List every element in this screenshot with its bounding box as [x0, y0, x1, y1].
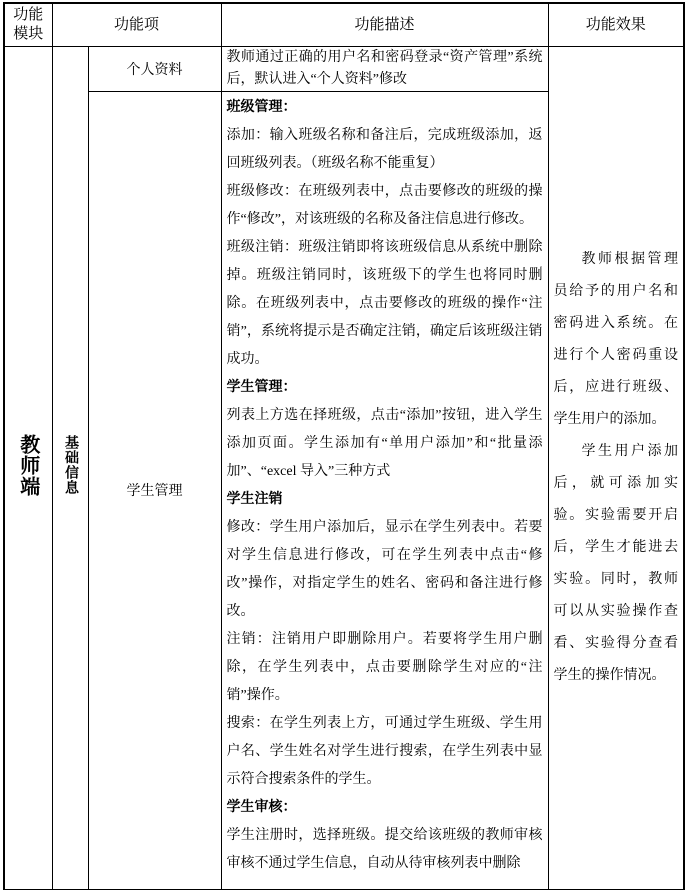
header-item-label: 功能项 — [114, 16, 160, 33]
description-paragraph: 学生注销 — [226, 492, 283, 507]
description-paragraph: 学生审核： — [226, 800, 297, 815]
header-row — [4, 3, 684, 47]
cell-description-student-management — [221, 92, 548, 890]
item-student-management-label: 学生管理 — [126, 484, 183, 500]
description-paragraph: 列表上方选在择班级，点击“添加”按钮，进入学生添加页面。学生添加有“单用户添加”和“批量添加”、“excel 导入”三种方式 — [226, 408, 543, 479]
spec-table — [3, 2, 685, 890]
description-paragraph: 班级管理： — [226, 100, 297, 115]
module-teacher-label: 教师端 — [16, 433, 39, 497]
cell-group-basic-info — [52, 47, 88, 890]
description-paragraph: 搜索：在学生列表上方，可通过学生班级、学生用户名、学生姓名对学生进行搜索，在学生列表中显示符合搜索条件的学生。 — [226, 716, 543, 787]
description-paragraph: 学生注册时，选择班级。提交给该班级的教师审核审核不通过学生信息，自动从待审核列表中删除 — [226, 828, 543, 871]
header-cell-effect — [548, 3, 684, 47]
header-cell-module — [4, 3, 52, 47]
cell-module-teacher — [4, 47, 52, 890]
header-description-label: 功能描述 — [354, 16, 415, 33]
description-personal-profile-text: 教师通过正确的用户名和密码登录“资产管理”系统后，默认进入“个人资料”修改 — [226, 50, 543, 87]
description-paragraph: 注销：注销用户即删除用户。若要将学生用户删除，在学生列表中，点击要删除学生对应的“注销”操作。 — [226, 632, 543, 703]
row-personal-profile — [4, 47, 684, 92]
header-cell-item — [52, 3, 221, 47]
effect-paragraph: 教师根据管理员给予的用户名和密码进入系统。在进行个人密码重设后，应进行班级、学生用户的添加。 — [553, 251, 679, 427]
cell-item-personal-profile — [88, 47, 221, 92]
description-paragraph: 班级注销：班级注销即将该班级信息从系统中删除掉。班级注销同时，该班级下的学生也将同时删除。在班级列表中，点击要修改的班级的操作“注销”，系统将提示是否确定注销，确定后该班级注销成功。 — [226, 240, 543, 367]
description-paragraph: 添加：输入班级名称和备注后，完成班级添加，返回班级列表。（班级名称不能重复） — [226, 128, 543, 171]
effect-paragraph: 学生用户添加后，就可添加实验。实验需要开启后，学生才能进去实验。同时，教师可以从实验操作查看、实验得分查看学生的操作情况。 — [553, 443, 679, 683]
header-cell-description — [221, 3, 548, 47]
header-effect-label: 功能效果 — [585, 16, 646, 33]
cell-item-student-management — [88, 92, 221, 890]
header-module-label: 功能模块 — [13, 7, 44, 42]
group-basic-info-label: 基础信息 — [63, 435, 78, 496]
description-paragraph: 班级修改：在班级列表中，点击要修改的班级的操作“修改”，对该班级的名称及备注信息进行修改。 — [226, 184, 543, 227]
item-personal-profile-label: 个人资料 — [126, 63, 183, 78]
description-paragraph: 修改：学生用户添加后，显示在学生列表中。若要对学生信息进行修改，可在学生列表中点击“修改”操作，对指定学生的姓名、密码和备注进行修改。 — [226, 520, 543, 619]
cell-description-personal-profile — [221, 47, 548, 92]
description-paragraph: 学生管理： — [226, 380, 297, 395]
cell-effect-text — [548, 47, 684, 890]
